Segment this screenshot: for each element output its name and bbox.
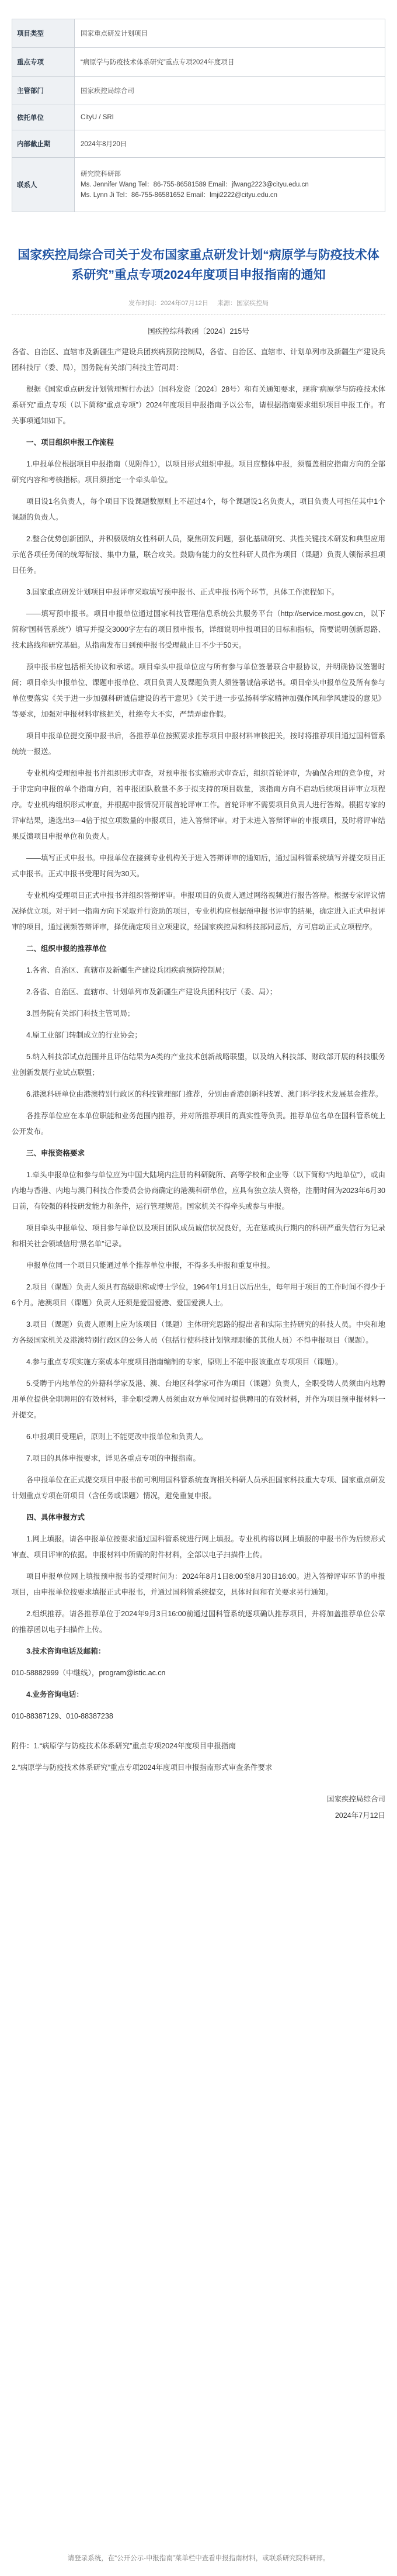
paragraph: 010-58882999（中继线），program@istic.ac.cn [12, 1669, 166, 1677]
info-row [12, 19, 385, 48]
paragraph: ——填写正式申报书。申报单位在接到专业机构关于进入答辩评审的通知后，通过国科管系统填写并提交项目正式申报书。正式申报书受理时间为30天。 [12, 854, 385, 878]
paragraph: 1.各省、自治区、直辖市及新疆生产建设兵团疾病预防控制局； [26, 966, 229, 974]
paragraph: 6.申报项目受理后，原则上不能更改申报单位和负责人。 [26, 1433, 208, 1441]
footer-note: 请登录系统，在“公开公示-申报指南”菜单栏中查看申报指南材料，或联系研究院科研部。 [67, 2555, 330, 2562]
paragraph: 根据《国家重点研发计划管理暂行办法》（国科发资〔2024〕28号）和有关通知要求，现将“病原学与防疫技术体系研究”重点专项（以下简称“重点专项”）2024年度项目申报指南予以公布，请根据指南要求组织项目申报工作。有关事项通知如下。 [12, 385, 385, 425]
section-heading: 二、组织申报的推荐单位 [26, 945, 107, 953]
document-number: 国疾控综科教函〔2024〕215号 [148, 327, 249, 336]
info-value: CityU / SRI [75, 105, 385, 130]
section-heading: 一、项目组织申报工作流程 [26, 438, 114, 447]
paragraph: 1.申报单位根据项目申报指南（见附件1），以项目形式组织申报。项目应整体申报，须覆盖相应指南方向的全部研究内容和考核指标。项目须指定一个牵头单位。 [12, 460, 385, 484]
paragraph: 5.纳入科技部试点范围并且评估结果为A类的产业技术创新战略联盟，以及纳入科技部、财政部开展的科技服务业创新发展行业试点联盟； [12, 1053, 385, 1077]
paragraph: 6.港澳科研单位由港澳特别行政区的科技管理部门推荐，分别由香港创新科技署、澳门科学技术发展基金推荐。 [26, 1090, 383, 1098]
paragraph: 项目设1名负责人，每个项目下设课题数原则上不超过4个，每个课题设1名负责人，项目负责人可担任其中1个课题的负责人。 [12, 497, 385, 521]
article-meta [12, 298, 385, 307]
paragraph: 项目牵头申报单位、项目参与单位以及项目团队成员诚信状况良好，无在惩戒执行期内的科研严重失信行为记录和相关社会领域信用“黑名单”记录。 [12, 1224, 385, 1248]
paragraph: 2.“病原学与防疫技术体系研究”重点专项2024年度项目申报指南形式审查条件要求 [12, 1764, 273, 1772]
paragraph: 010-88387129、010-88387238 [12, 1712, 113, 1720]
info-value: 2024年8月20日 [75, 130, 385, 158]
paragraph: 5.受聘于内地单位的外籍科学家及港、澳、台地区科学家可作为项目（课题）负责人，全职受聘人员须由内地聘用单位提供全职聘用的有效材料，非全职受聘人员须由双方单位同时提供聘用的有效材料，并作为项目预申报材料一并提交。 [12, 1379, 385, 1419]
paragraph: 2.整合优势创新团队，并积极吸纳女性科研人员，聚焦研发问题，强化基础研究、共性关键技术研发和典型应用示范各项任务间的统筹衔接、集中力量，联合攻关。鼓励有能力的女性科研人员作为项目（课题）负责人领衔承担项目任务。 [12, 535, 385, 575]
paragraph: 3.国务院有关部门科技主管司局； [26, 1009, 135, 1018]
paragraph: 申报单位同一个项目只能通过单个推荐单位申报，不得多头申报和重复申报。 [26, 1261, 275, 1270]
signature-date: 2024年7月12日 [335, 1811, 385, 1820]
divider [12, 314, 385, 315]
contact-key: 联系人 [12, 158, 75, 212]
paragraph: 专业机构受理预申报书并组织形式审查，对预申报书实施形式审查后，组织首轮评审，为确保合理的竞争度，对于非定向申报的单个指南方向，若申报团队数量不多于拟支持的项目数量，该指南方向不启动后续项目评审立项程序。专业机构组织形式审查，并根据申报情况开展首轮评审工作。首轮评审不需要项目负责人进行答辩。根据专家的评审结果，遴选出3—4倍于拟立项数量的申报项目，进入答辩评审。对于未进入答辩评审的申报项目，及时将评审结果反馈项目申报单位和负责人。 [12, 769, 385, 841]
publish-date: 发布时间：2024年07月12日 [128, 300, 208, 307]
paragraph: 项目申报单位提交预申报书后，各推荐单位按照要求推荐项目申报材料审核把关，按时将推荐项目通过国科管系统统一报送。 [12, 732, 385, 756]
info-key: 内部截止期 [12, 130, 75, 158]
section-heading: 四、具体申报方式 [26, 1513, 85, 1522]
info-key: 主管部门 [12, 77, 75, 105]
paragraph: 各推荐单位应在本单位职能和业务范围内推荐，并对所推荐项目的真实性等负责。推荐单位名单在国科管系统上公开发布。 [12, 1112, 385, 1136]
contact-line: Ms. Jennifer Wang Tel：86-755-86581589 Email：jfwang2223@cityu.edu.cn [81, 181, 309, 188]
paragraph: 1.网上填报。请各申报单位按要求通过国科管系统进行网上填报。专业机构将以网上填报的申报书作为后续形式审查、项目评审的依据。申报材料中所需的附件材料，全部以电子扫描件上传。 [12, 1535, 385, 1559]
contact-line: 研究院科研部 [81, 171, 121, 178]
info-key: 项目类型 [12, 19, 75, 48]
announcement-article [12, 246, 385, 1824]
info-key: 依托单位 [12, 105, 75, 130]
article-body [12, 344, 385, 1776]
paragraph: 项目申报单位网上填报预申报书的受理时间为：2024年8月1日8:00至8月30日16:00。进入答辩评审环节的申报项目，由申报单位按要求填报正式申报书，并通过国科管系统提交，具体时间和有关要求另行通知。 [12, 1572, 385, 1596]
paragraph: 3.国家重点研发计划项目申报评审采取填写预申报书、正式申报书两个环节，具体工作流程如下。 [26, 588, 339, 596]
info-row [12, 130, 385, 158]
info-row [12, 105, 385, 130]
paragraph: 3.项目（课题）负责人原则上应为该项目（课题）主体研究思路的提出者和实际主持研究的科技人员。中央和地方各级国家机关及港澳特别行政区的公务人员（包括行使科技计划管理职能的其他人员）不得申报项目（课题）。 [12, 1320, 385, 1344]
paragraph: 专业机构受理项目正式申报书并组织答辩评审。申报项目的负责人通过网络视频进行报告答辩。根据专家评议情况择优立项。对于同一指南方向下采取并行资助的项目，专业机构应根据预申报书评审的结果，确定进入正式申报评审的项目，通过视频答辩评审，择优确定项目立项建议，经国家疾控局和科技部同意后，方可启动正式立项程序。 [12, 891, 385, 931]
paragraph: 4.原工业部门转制成立的行业协会； [26, 1031, 142, 1039]
paragraph [12, 1730, 385, 1738]
article-title: 国家疾控局综合司关于发布国家重点研发计划“病原学与防疫技术体系研究”重点专项2024年度项目申报指南的通知 [18, 248, 379, 282]
paragraph: ——填写预申报书。项目申报单位通过国家科技管理信息系统公共服务平台（http://service.most.gov.cn，以下简称“国科管系统”）填写并提交3000字左右的项目预申报书，详细说明申报项目的目标和指标，简要说明创新思路、技术路线和研究基础。从指南发布日到预申报书受理截止日不少于50天。 [12, 610, 385, 649]
section-heading: 三、申报资格要求 [26, 1149, 85, 1157]
info-row [12, 48, 385, 77]
signature-org: 国家疾控局综合司 [326, 1795, 385, 1803]
contact-line: Ms. Lynn Ji Tel：86-755-86581652 Email：lmji2222@cityu.edu.cn [81, 192, 278, 199]
paragraph: 预申报书应包括相关协议和承诺。项目牵头申报单位应与所有参与单位签署联合申报协议，并明确协议签署时间；项目牵头申报单位、课题申报单位、项目负责人及课题负责人须签署诚信承诺书。项目牵头申报单位及所有参与单位要落实《关于进一步加强科研诚信建设的若干意见》《关于进一步弘扬科学家精神加强作风和学风建设的意见》等要求，加强对申报材料审核把关，杜绝夸大不实，严禁弄虚作假。 [12, 663, 385, 718]
info-row [12, 77, 385, 105]
info-value: “病原学与防疫技术体系研究”重点专项2024年度项目 [75, 48, 385, 77]
paragraph: 2.组织推荐。请各推荐单位于2024年9月3日16:00前通过国科管系统逐项确认推荐项目，并将加盖推荐单位公章的推荐函以电子扫描件上传。 [12, 1610, 385, 1634]
paragraph: 2.项目（课题）负责人须具有高级职称或博士学位，1964年1月1日以后出生，每年用于项目的工作时间不得少于6个月。港澳项目（课题）负责人还须是爱国爱港、爱国爱澳人士。 [12, 1283, 385, 1307]
paragraph: 4.业务咨询电话： [26, 1690, 83, 1699]
contact-value [75, 158, 385, 212]
article-source: 来源：国家疾控局 [217, 300, 269, 307]
paragraph: 1.牵头申报单位和参与单位应为中国大陆境内注册的科研院所、高等学校和企业等（以下简称“内地单位”），或由内地与香港、内地与澳门科技合作委员会协商确定的港澳科研单位，应具有独立法人资格，注册时间为2023年6月30日前，有较强的科技研发能力和条件，运行管理规范。国家机关不得牵头或参与申报。 [12, 1171, 385, 1211]
paragraph: 4.参与重点专项实施方案或本年度项目指南编制的专家，原则上不能申报该重点专项项目（课题）。 [26, 1358, 343, 1366]
info-value: 国家重点研发计划项目 [75, 19, 385, 48]
contact-row [12, 158, 385, 212]
paragraph: 2.各省、自治区、直辖市、计划单列市及新疆生产建设兵团科技厅（委、局）； [26, 988, 277, 996]
paragraph: 各省、自治区、直辖市及新疆生产建设兵团疾病预防控制局，各省、自治区、直辖市、计划单列市及新疆生产建设兵团科技厅（委、局），国务院有关部门科技主管司局： [12, 348, 385, 372]
info-key: 重点专项 [12, 48, 75, 77]
info-value: 国家疾控局综合司 [75, 77, 385, 105]
project-info-table [12, 19, 385, 212]
paragraph: 3.技术咨询电话及邮箱： [26, 1647, 106, 1655]
paragraph: 7.项目的具体申报要求，详见各重点专项的申报指南。 [26, 1454, 200, 1462]
signature-block [12, 1791, 385, 1824]
paragraph: 各申报单位在正式提交项目申报书前可利用国科管系统查询相关科研人员承担国家科技重大专项、国家重点研发计划重点专项在研项目（含任务或课题）情况，避免重复申报。 [12, 1476, 385, 1500]
paragraph: 附件：1.“病原学与防疫技术体系研究”重点专项2024年度项目申报指南 [12, 1742, 236, 1750]
